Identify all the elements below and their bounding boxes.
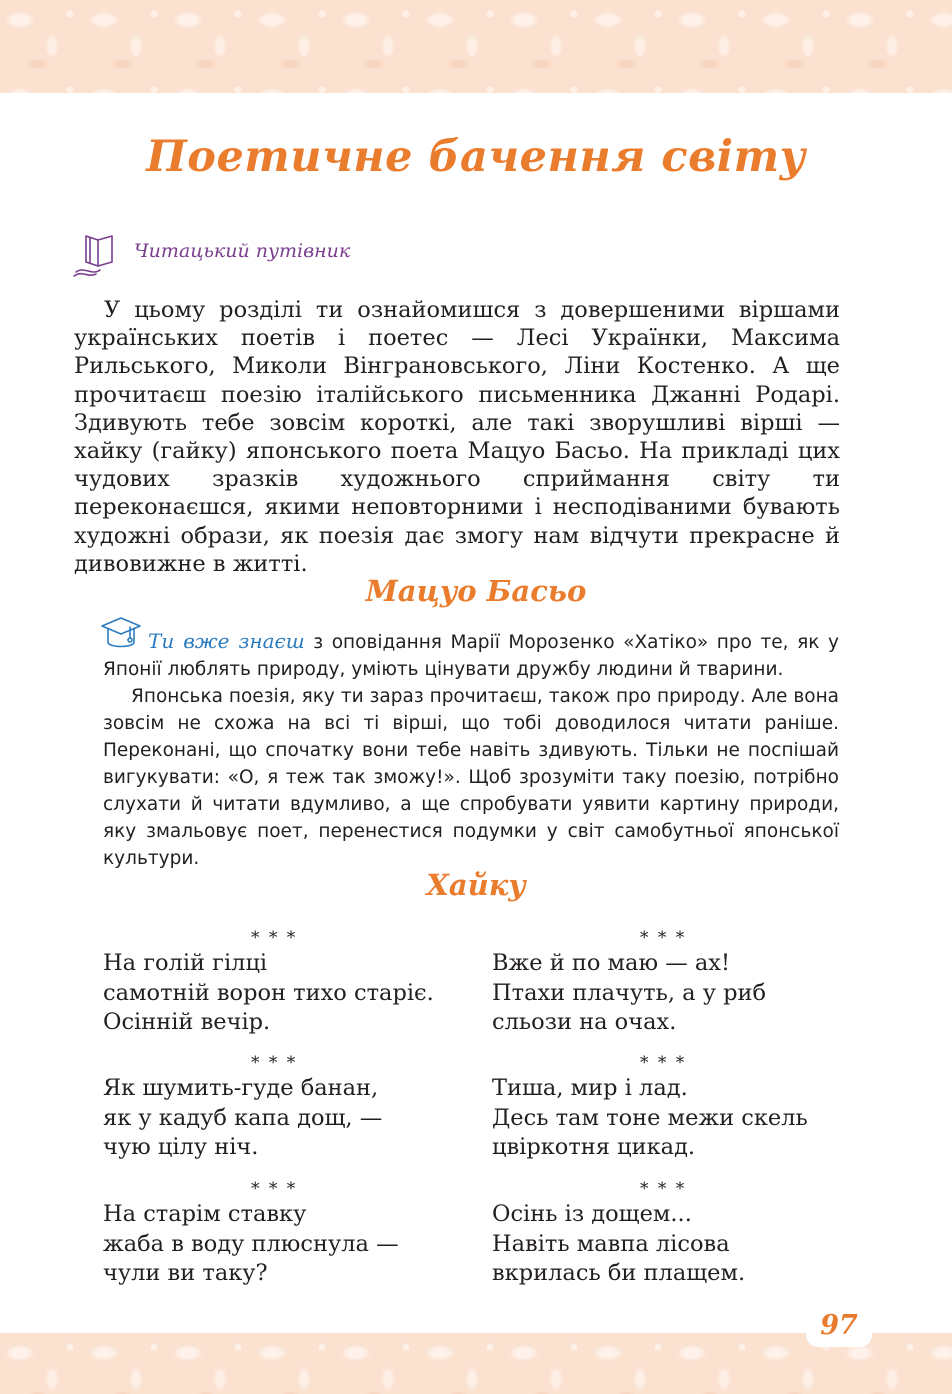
intro-paragraph: У цьому розділі ти ознайомишся з довершеними віршами українських поетів і поетес — Лесі Українки, Максима Рильського, Миколи Вінграновського, Ліни Костенко. А ще прочитаєш поезію італійського письменника Джанні Родарі. Здивують тебе зовсім короткі, але такі зворушливі вірші — хайку (гайку) японського поета Мацуо Басьо. На прикладі цих чудових зразків художнього сприймання світу ти переконаєшся, якими неповторними і несподіваними бувають художні образи, як поезія дає змогу нам відчути прекрасне й дивовижне в житті.: [74, 297, 840, 577]
haiku-line: Як шумить-гуде банан,: [103, 1075, 379, 1101]
haiku-poem-1: [103, 927, 463, 1038]
page-title: Поетичне бачення світу: [146, 132, 806, 182]
top-decorative-band: [0, 0, 952, 93]
haiku-line: чую цілу ніч.: [103, 1134, 259, 1160]
haiku-poem-3: [103, 1052, 463, 1163]
section-heading-basho: Мацуо Басьо: [365, 574, 587, 608]
did-you-know-lead: Ти вже знаєш: [148, 629, 305, 653]
japanese-poetry-paragraph: Японська поезія, яку ти зараз прочитаєш, також про природу. Але вона зовсім не схожа на всі ті вірші, що тобі доводилося читати раніше. Переконані, що спочатку вони тебе навіть здивують. Тільки не поспішай вигукувати: «О, я теж так зможу!». Щоб зрозуміти таку поезію, потрібно слухати й читати вдумливо, а ще спробувати уявити картину природи, яку змальовує поет, перенестися подумки у світ самобутньої японської культури.: [103, 686, 839, 869]
haiku-line: Навіть мавпа лісова: [492, 1230, 730, 1257]
haiku-line: Вже й по маю — ах!: [492, 950, 730, 976]
haiku-separator: * * *: [640, 1053, 687, 1073]
haiku-line: Птахи плачуть, а у риб: [492, 979, 767, 1006]
did-you-know-block: [103, 628, 839, 872]
did-you-know-text: з оповідання Марії Морозенко «Хатіко» про те, як у Японії люблять природу, уміють цінувати дружбу людини й тварини.: [103, 632, 839, 680]
readers-guide-label: Читацький путівник: [134, 240, 351, 262]
haiku-line: жаба в воду плюснула —: [103, 1230, 399, 1257]
haiku-poem-5: [103, 1178, 463, 1289]
haiku-line: Осінь із дощем...: [492, 1201, 692, 1227]
haiku-line: На голій гілці: [103, 950, 268, 976]
haiku-line: Десь там тоне межи скель: [492, 1104, 808, 1131]
haiku-line: самотній ворон тихо старіє.: [103, 979, 434, 1006]
page-number: 97: [806, 1305, 872, 1347]
haiku-separator: * * *: [251, 928, 298, 948]
haiku-line: Осінній вечір.: [103, 1009, 271, 1035]
section-heading-haiku: Хайку: [426, 868, 526, 902]
haiku-separator: * * *: [251, 1053, 298, 1073]
haiku-separator: * * *: [640, 1179, 687, 1199]
haiku-line: цвіркотня цикад.: [492, 1134, 696, 1160]
haiku-line: Тиша, мир і лад.: [492, 1075, 688, 1101]
did-you-know-paragraph: [103, 628, 839, 683]
haiku-line: як у кадуб капа дощ, —: [103, 1104, 383, 1131]
haiku-poem-4: [492, 1052, 852, 1163]
haiku-line: вкрилась би плащем.: [492, 1260, 746, 1286]
haiku-line: сльози на очах.: [492, 1009, 677, 1035]
haiku-separator: * * *: [251, 1179, 298, 1199]
haiku-separator: * * *: [640, 928, 687, 948]
haiku-line: чули ви таку?: [103, 1260, 268, 1286]
open-book-icon: [72, 232, 122, 278]
haiku-poem-6: [492, 1178, 852, 1289]
haiku-line: На старім ставку: [103, 1201, 307, 1227]
haiku-poem-2: [492, 927, 852, 1038]
